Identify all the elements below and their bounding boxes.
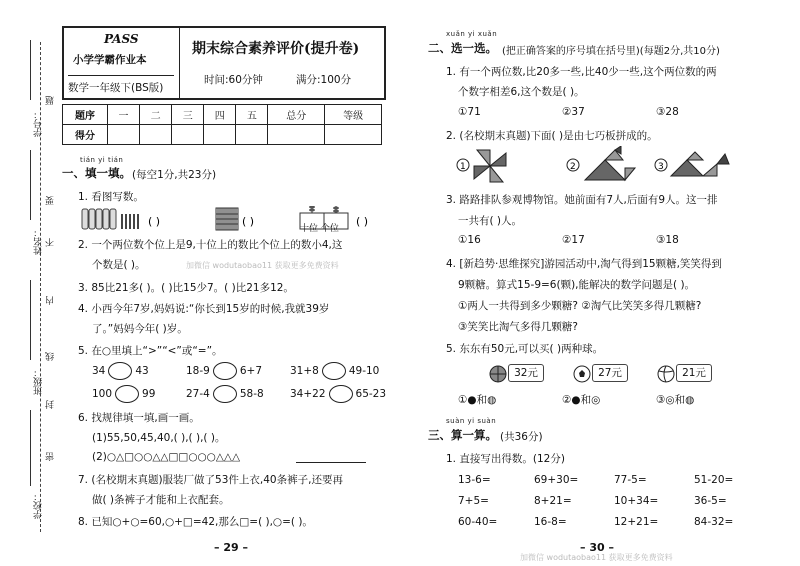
section1-pinyin: tián yi tián [80,156,124,164]
score-input[interactable] [108,125,140,145]
compare-left: 18-9 [186,365,210,377]
choice-4-options[interactable]: ①两人一共得到多少颗糖? ②淘气比笑笑多得几颗糖? [458,300,702,312]
choice-1-line1: 1. 有一个两位数,比20多一些,比40少一些,这个两位数的两 [446,66,717,78]
calc-item[interactable]: 69+30= [534,474,579,486]
compare-right: 49-10 [348,365,380,377]
question-2-line1: 2. 一个两位数个位上是9,十位上的数比个位上的数小4,这 [78,239,343,251]
question-6: 6. 找规律填一填,画一画。 [78,412,200,424]
and-text: 和 [674,394,686,406]
option[interactable]: ②37 [562,106,585,118]
question-7-line2: 做( )条裤子才能和上衣配套。 [92,494,230,506]
question-4-line1: 4. 小西今年7岁,妈妈说:“你长到15岁的时候,我就39岁 [78,303,330,315]
compare-circle[interactable] [213,385,237,403]
calc-item[interactable]: 16-8= [534,516,567,528]
tangram-figures [455,146,755,186]
compare-left: 27-4 [186,388,210,400]
score-input[interactable] [204,125,236,145]
calc-item[interactable]: 51-20= [694,474,734,486]
calc-item[interactable]: 8+21= [534,495,572,507]
score-cell: 二 [140,105,172,125]
q1-blank: ( ) [148,215,161,228]
basketball-icon: ● [571,394,581,406]
compare-right: 99 [142,388,156,400]
compare-circle[interactable] [322,362,346,380]
section1-note: (每空1分,共23分) [132,169,217,181]
section2-pinyin: xuǎn yi xuǎn [446,30,498,38]
price-card: 21元 [676,364,712,382]
seal-char-3: 不 [46,238,56,247]
compare-circle[interactable] [108,362,132,380]
choice-4-option3[interactable]: ③笑笑比淘气多得几颗糖? [458,321,578,333]
choice-3-line1: 3. 路路排队参观博物馆。她前面有7人,后面有9人。这一排 [446,194,718,206]
student-no-label: 学号： [34,110,44,137]
question-8: 8. 已知○+○=60,○+□=42,那么□=( ),○=( )。 [78,516,313,528]
ball-option-3[interactable] [656,392,694,407]
score-cell: 四 [204,105,236,125]
question-4-line2: 了。”妈妈今年( )岁。 [92,323,188,335]
section3-note: (共36分) [500,431,543,443]
compare-left: 31+8 [290,365,319,377]
volleyball-icon [656,364,676,384]
compare-left: 34+22 [290,388,326,400]
compare-left: 34 [92,365,106,377]
svg-text:3: 3 [658,162,664,172]
section3-pinyin: suàn yi suàn [446,417,497,425]
option[interactable]: ②17 [562,234,585,246]
option[interactable]: ③18 [656,234,679,246]
volleyball-icon: ◎ [591,394,601,406]
seal-char-7: 密 [46,452,56,461]
section2-note: (把正确答案的序号填在括号里)(每题2分,共10分) [502,46,720,57]
compare-right: 58-8 [239,388,264,400]
calc-item[interactable]: 84-32= [694,516,734,528]
page-number-right: – 30 – [580,541,614,554]
q1-figures [80,206,410,232]
basketball-icon: ● [467,394,477,406]
price-card: 27元 [592,364,628,382]
option-marker: ① [458,394,468,406]
class-label: 班级： [34,368,44,395]
name-label: 姓名： [34,228,44,255]
question-7-line1: 7. (名校期末真题)服装厂做了53件上衣,40条裤子,还要再 [78,474,343,486]
exam-title: 期末综合素养评价(提升卷) [192,41,360,57]
choice-5: 5. 东东有50元,可以买( )两种球。 [446,343,604,355]
compare-right: 6+7 [239,365,263,377]
q1-blank: ( ) [242,215,255,228]
question-1: 1. 看图写数。 [78,191,144,203]
seal-char-6: 封 [46,400,56,409]
option[interactable]: ①16 [458,234,481,246]
option-marker: ② [562,394,572,406]
compare-row [92,385,155,403]
compare-row [186,362,262,380]
compare-circle[interactable] [213,362,237,380]
compare-row [290,362,379,380]
fox-tangram-icon [671,152,729,176]
seal-char-5: 线 [46,352,56,361]
calc-question-1: 1. 直接写出得数。(12分) [446,453,565,465]
score-cell: 五 [236,105,268,125]
question-2-line2: 个数是( )。 [92,259,146,271]
ball-option-2[interactable] [562,392,600,407]
calc-item[interactable]: 10+34= [614,495,659,507]
score-cell: 总分 [268,105,325,125]
exam-header [62,26,386,100]
score-input[interactable] [268,125,325,145]
q6b-answer-line[interactable] [296,462,366,463]
abacus-label: 十位 个位 [300,224,339,234]
score-cell: 三 [172,105,204,125]
ball-option-1[interactable] [458,392,496,407]
option-marker: ③ [656,394,666,406]
compare-circle[interactable] [115,385,139,403]
svg-text:1: 1 [460,162,466,172]
score-input[interactable] [236,125,268,145]
score-table [62,104,382,145]
soccer-ball-icon: ◍ [685,394,695,406]
student-no-field[interactable] [30,40,31,100]
watermark: 加微信 wodutaobao11 获取更多免费资料 [520,553,673,562]
brand-name: 小学学霸作业本 [73,54,147,66]
soccer-ball-icon [572,364,592,384]
choice-4-line2: 9颗糖。算式15-9=6(颗),能解决的数学问题是( )。 [458,279,696,291]
section3-title: 三、算一算。 [428,428,497,442]
score-row-label: 得分 [63,125,108,145]
choice-2: 2. (名校期末真题)下面( )是由七巧板拼成的。 [446,130,658,142]
score-header-row [63,105,382,125]
option[interactable]: ③28 [656,106,679,118]
score-cell: 一 [108,105,140,125]
score-value-row [63,125,382,145]
question-6a: (1)55,50,45,40,( ),( ),( )。 [92,432,226,444]
score-cell: 题序 [63,105,108,125]
question-3: 3. 85比21多( )。( )比15少7。( )比21多12。 [78,282,294,294]
brand-block [64,28,180,98]
question-6b: (2)○△□○○△△□□○○○△△△ [92,451,241,463]
seal-char-1: 题 [46,96,56,105]
option[interactable]: ①71 [458,106,481,118]
calc-item[interactable]: 13-6= [458,474,491,486]
calc-item[interactable]: 77-5= [614,474,647,486]
compare-left: 100 [92,388,113,400]
calc-item[interactable]: 7+5= [458,495,489,507]
page-number-left: – 29 – [214,541,248,554]
compare-right: 65-23 [355,388,387,400]
choice-3-line2: 一共有( )人。 [458,215,523,227]
price-card: 32元 [508,364,544,382]
edition-label: 数学一年级下(BS版) [68,75,174,95]
pass-logo: PASS [104,32,139,46]
calc-item[interactable]: 60-40= [458,516,498,528]
volleyball-icon: ◎ [665,394,675,406]
calc-item[interactable]: 12+21= [614,516,659,528]
and-text: 和 [476,394,488,406]
calc-item[interactable]: 36-5= [694,495,727,507]
bundle-sticks-icon [82,209,138,229]
basketball-icon [488,364,508,384]
score-input[interactable] [140,125,172,145]
full-score: 满分:100分 [296,74,352,86]
compare-circle[interactable] [329,385,353,403]
score-input[interactable] [172,125,204,145]
q1-blank: ( ) [356,215,369,228]
class-field[interactable] [30,280,31,360]
question-5: 5. 在○里填上“>”“<”或“=”。 [78,345,223,357]
pinwheel-icon [474,150,506,182]
compare-row [290,385,386,403]
score-input[interactable] [325,125,382,145]
score-cell: 等级 [325,105,382,125]
time-limit: 时间:60分钟 [204,74,263,86]
and-text: 和 [580,394,592,406]
compare-row [92,362,149,380]
svg-text:2: 2 [570,162,576,172]
grid-square-icon [216,208,238,230]
choice-4-line1: 4. [新趋势·思维探究]游园活动中,淘气得到15颗糖,笑笑得到 [446,258,722,270]
choice-1-line2: 个数字相差6,这个数是( )。 [458,86,585,98]
section1-title: 一、填一填。 [62,166,131,180]
compare-right: 43 [135,365,149,377]
bird-tangram-icon [585,146,635,180]
seal-char-4: 内 [46,296,56,305]
section2-title: 二、选一选。 [428,41,497,55]
seal-char-2: 要 [46,196,56,205]
watermark: 加微信 wodutaobao11 获取更多免费资料 [186,261,339,270]
school-field[interactable] [30,410,31,486]
name-field[interactable] [30,150,31,220]
compare-row [186,385,264,403]
soccer-ball-icon: ◍ [487,394,497,406]
school-label: 学校： [34,492,44,519]
